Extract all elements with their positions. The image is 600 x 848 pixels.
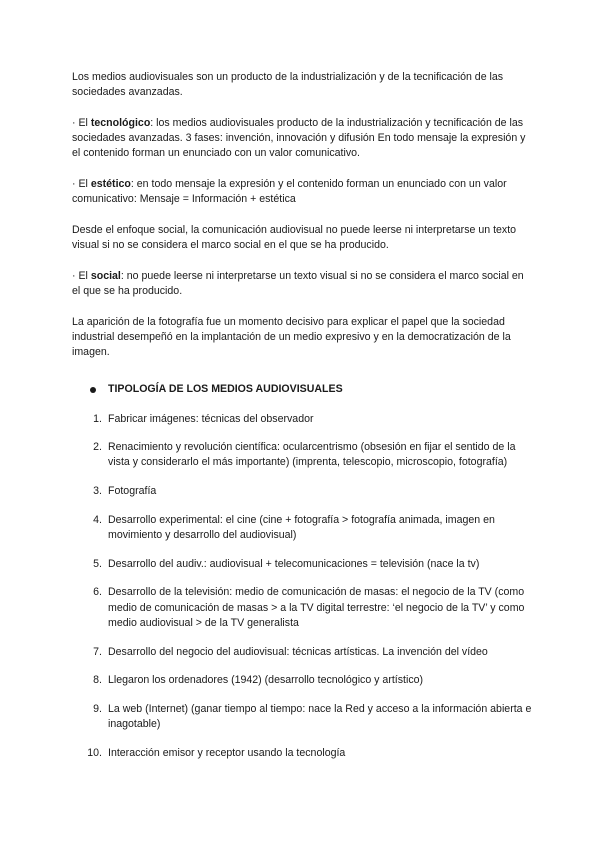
list-item-number: 3. [93, 485, 102, 498]
list-item-text: Interacción emisor y receptor usando la tecnología [108, 746, 346, 759]
social-text: : no puede leerse ni interpretarse un texto visual si no se considera el marco social en el que se ha producido. [72, 269, 524, 298]
list-item-number: 5. [93, 557, 102, 570]
list-item [72, 746, 534, 761]
list-item [72, 673, 534, 688]
list-item-number: 9. [93, 702, 102, 715]
list-item-number: 7. [93, 645, 102, 658]
tipologia-list [72, 412, 534, 762]
list-item [72, 645, 534, 660]
list-item-text: Fotografía [108, 485, 157, 498]
social-term: social [90, 269, 121, 282]
estetico-text: : en todo mensaje la expresión y el contenido forman un enunciado con un valor comunicativo: Mensaje = Información + estética [72, 178, 507, 206]
tecnologico-term: tecnológico [90, 116, 151, 129]
estetico-term: estético [90, 178, 131, 191]
intro-paragraph: Los medios audiovisuales son un producto de la industrialización y de la tecnificación de las sociedades avanzadas. [72, 71, 504, 99]
list-item-text: Fabricar imágenes: técnicas del observador [108, 412, 314, 425]
list-item-number: 1. [93, 412, 102, 425]
list-item [72, 702, 534, 732]
list-item-number: 6. [93, 586, 102, 599]
list-item-text: La web (Internet) (ganar tiempo al tiempo: nace la Red y acceso a la información abierta e inagotable) [108, 702, 532, 731]
list-item-text: Llegaron los ordenadores (1942) (desarrollo tecnológico y artístico) [108, 674, 424, 687]
list-item [72, 484, 534, 499]
social-prefix: · El [72, 269, 91, 282]
list-item [72, 585, 534, 631]
list-item-text: Renacimiento y revolución científica: ocularcentrismo (obsesión en fijar el sentido de la vista y considerarlo el más importante) (imprenta, telescopio, microscopio, fotografía) [108, 441, 516, 469]
list-item [72, 412, 534, 427]
document-page [72, 70, 534, 775]
list-item [72, 557, 534, 572]
enfoque-social-paragraph: Desde el enfoque social, la comunicación audiovisual no puede leerse ni interpretarse un texto visual si no se considera el marco social en el que se ha producido. [72, 223, 517, 252]
tipologia-heading-row [90, 382, 534, 397]
estetico-paragraph [72, 177, 534, 207]
list-item-text: Desarrollo del audiv.: audiovisual + telecomunicaciones = televisión (nace la tv) [108, 557, 480, 570]
social-paragraph [72, 269, 534, 299]
list-item-number: 8. [93, 674, 102, 687]
list-item-text: Desarrollo de la televisión: medio de comunicación de masas: el negocio de la TV (como medio de comunicación de masas > a la TV digital terrestre: ‘el negocio de la TV’ y como medio audiovisual > de la TV generalista [108, 586, 525, 629]
list-item-number: 4. [93, 513, 102, 526]
tecnologico-prefix: · El [72, 116, 91, 129]
tipologia-heading: TIPOLOGÍA DE LOS MEDIOS AUDIOVISUALES [108, 383, 343, 396]
tecnologico-paragraph [72, 116, 534, 162]
list-item-number: 10. [87, 746, 102, 759]
list-item [72, 513, 534, 543]
list-item-text: Desarrollo del negocio del audiovisual: técnicas artísticas. La invención del vídeo [108, 645, 488, 658]
estetico-prefix: · El [72, 178, 91, 191]
tecnologico-text: : los medios audiovisuales producto de la industrialización y tecnificación de las sociedades avanzadas. 3 fases: invención, innovación y difusión En todo mensaje la expresión y el contenido forman un enunciado con un valor comunicativo. [72, 116, 526, 160]
list-item-number: 2. [93, 441, 102, 454]
list-item-text: Desarrollo experimental: el cine (cine + fotografía > fotografía animada, imagen en movimiento y desarrollo del audiovisual) [108, 513, 495, 542]
bullet-icon [90, 387, 96, 393]
list-item [72, 440, 534, 470]
fotografia-paragraph: La aparición de la fotografía fue un momento decisivo para explicar el papel que la sociedad industrial desempeñó en la implantación de un medio expresivo y en la democratización de la imagen. [72, 315, 511, 359]
